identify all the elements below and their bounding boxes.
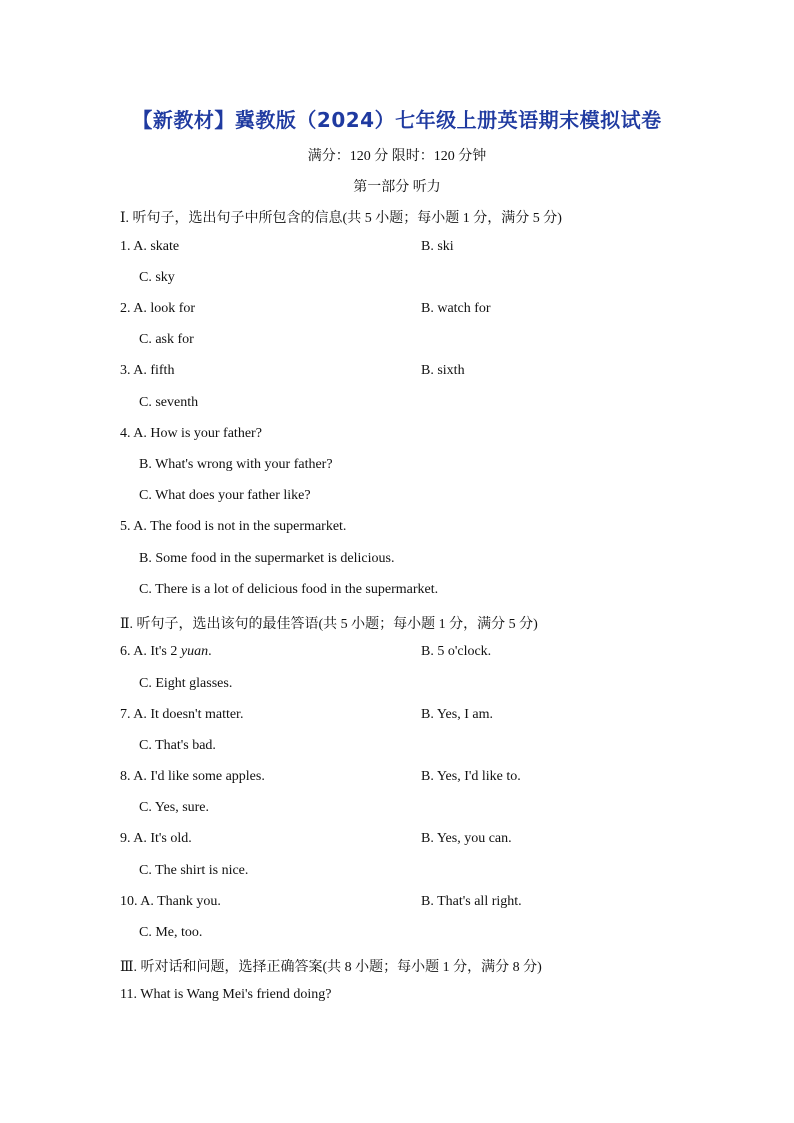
q5-option-c: C. There is a lot of delicious food in the supermarket. [139, 582, 439, 597]
q10-option-c: C. Me, too. [139, 925, 203, 940]
q1-option-a: 1. A. skate [120, 239, 180, 254]
q6-option-a [120, 644, 212, 660]
q5-option-a: 5. A. The food is not in the supermarket. [120, 519, 347, 534]
part-heading: 第一部分 听力 [353, 180, 441, 195]
q6-option-a-prefix: 6. A. It's 2 [120, 644, 181, 659]
q4-option-a: 4. A. How is your father? [120, 426, 262, 441]
section-1-heading: Ⅰ. 听句子，选出句子中所包含的信息(共 5 小题；每小题 1 分，满分 5 分) [120, 211, 562, 226]
page-title: 【新教材】冀教版（2024）七年级上册英语期末模拟试卷 [132, 108, 662, 132]
q3-option-a: 3. A. fifth [120, 363, 175, 378]
q6-option-a-suffix: . [208, 644, 212, 659]
q5-option-b: B. Some food in the supermarket is delicious. [139, 551, 395, 566]
q9-option-a: 9. A. It's old. [120, 831, 192, 846]
q7-option-b: B. Yes, I am. [421, 707, 493, 722]
q4-option-b: B. What's wrong with your father? [139, 457, 333, 472]
q8-option-c: C. Yes, sure. [139, 800, 210, 815]
q9-option-b: B. Yes, you can. [421, 831, 512, 846]
q6-option-c: C. Eight glasses. [139, 676, 233, 691]
q6-option-a-italic: yuan [180, 644, 209, 659]
q10-option-b: B. That's all right. [421, 894, 522, 909]
q10-option-a: 10. A. Thank you. [120, 894, 221, 909]
q7-option-a: 7. A. It doesn't matter. [120, 707, 244, 722]
q2-option-b: B. watch for [421, 301, 491, 316]
q6-option-b: B. 5 o'clock. [421, 644, 492, 659]
q8-option-a: 8. A. I'd like some apples. [120, 769, 265, 784]
q9-option-c: C. The shirt is nice. [139, 863, 249, 878]
q3-option-b: B. sixth [421, 363, 465, 378]
score-time-info: 满分：120 分 限时：120 分钟 [307, 149, 487, 164]
q1-option-c: C. sky [139, 270, 175, 285]
q3-option-c: C. seventh [139, 395, 199, 410]
q11-question: 11. What is Wang Mei's friend doing? [120, 987, 332, 1002]
q7-option-c: C. That's bad. [139, 738, 216, 753]
section-2-heading: Ⅱ. 听句子，选出该句的最佳答语(共 5 小题；每小题 1 分，满分 5 分) [120, 617, 538, 632]
q8-option-b: B. Yes, I'd like to. [421, 769, 521, 784]
q2-option-a: 2. A. look for [120, 301, 196, 316]
q1-option-b: B. ski [421, 239, 454, 254]
q4-option-c: C. What does your father like? [139, 488, 311, 503]
section-3-heading: Ⅲ. 听对话和问题，选择正确答案(共 8 小题；每小题 1 分，满分 8 分) [120, 960, 542, 975]
q2-option-c: C. ask for [139, 332, 194, 347]
